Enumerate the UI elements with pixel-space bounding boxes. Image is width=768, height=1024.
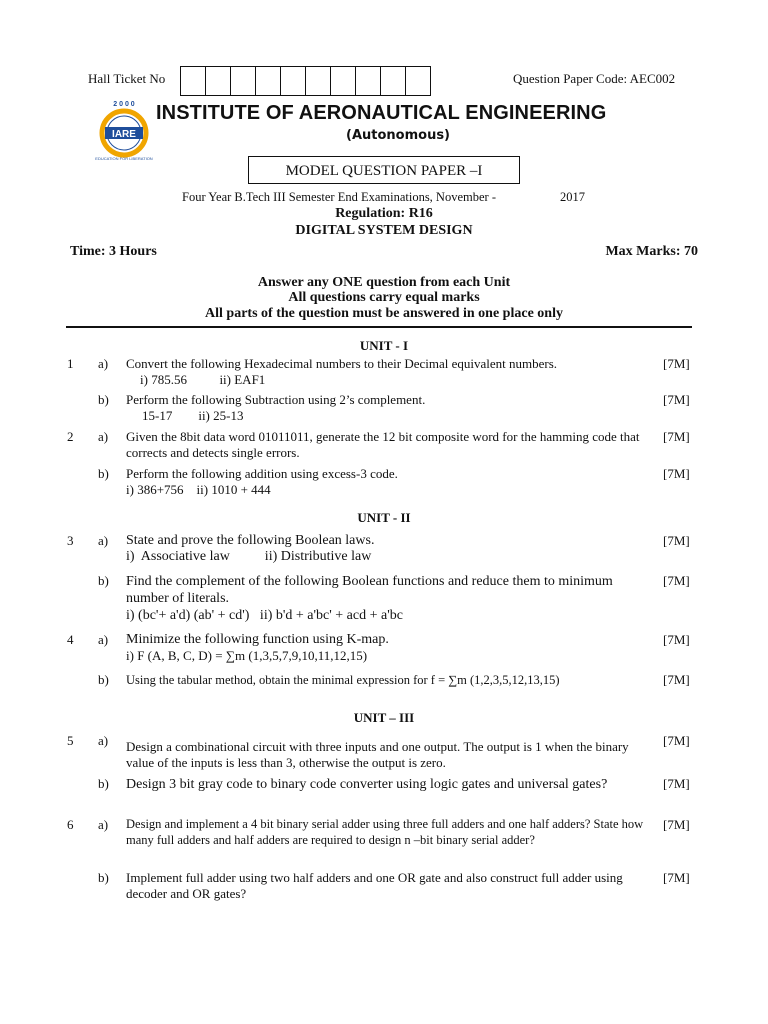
max-marks: Max Marks: 70 bbox=[605, 244, 698, 259]
question-body: State and prove the following Boolean laws. bbox=[126, 533, 375, 548]
unit-1-title: UNIT - I bbox=[359, 338, 409, 353]
instruction-1: Answer any ONE question from each Unit bbox=[257, 275, 511, 290]
instruction-2: All questions carry equal marks bbox=[288, 290, 480, 305]
question-text bbox=[126, 776, 648, 793]
exam-year: 2017 bbox=[560, 190, 585, 204]
marks-label: [7M] bbox=[663, 672, 690, 687]
logo-motto: EDUCATION FOR LIBERATION bbox=[95, 156, 153, 161]
institute-name: INSTITUTE OF AERONAUTICAL ENGINEERING bbox=[156, 102, 607, 124]
part-label: b) bbox=[98, 392, 109, 407]
question-text bbox=[126, 466, 648, 498]
part-label: a) bbox=[98, 632, 109, 647]
hall-ticket-label: Hall Ticket No bbox=[88, 71, 166, 86]
question-body: Perform the following addition using excess-3 code. bbox=[126, 466, 398, 481]
question-text bbox=[126, 817, 648, 848]
exam-description: Four Year B.Tech III Semester End Examinations, November - bbox=[182, 190, 496, 204]
question-text bbox=[126, 672, 648, 688]
logo-text: IARE bbox=[112, 129, 136, 140]
part-label: b) bbox=[98, 776, 109, 791]
question-body: Minimize the following function using K-map. bbox=[126, 632, 389, 647]
question-body: Design and implement a 4 bit binary serial adder using three full adders and one half adders? State how many full adders and half adders are required to design n –bit binary serial adder? bbox=[126, 817, 644, 847]
question-number: 2 bbox=[67, 429, 74, 444]
marks-label: [7M] bbox=[663, 632, 690, 647]
question-number: 6 bbox=[67, 817, 74, 832]
unit-3-title: UNIT – III bbox=[353, 710, 415, 725]
marks-label: [7M] bbox=[663, 533, 690, 548]
question-text bbox=[126, 392, 648, 424]
question-number: 4 bbox=[67, 632, 74, 647]
model-paper-title: MODEL QUESTION PAPER –I bbox=[248, 156, 520, 184]
marks-label: [7M] bbox=[663, 356, 690, 371]
marks-label: [7M] bbox=[663, 817, 690, 832]
unit-2-title: UNIT - II bbox=[357, 510, 411, 525]
question-text bbox=[126, 632, 648, 664]
marks-label: [7M] bbox=[663, 429, 690, 444]
part-label: b) bbox=[98, 672, 109, 687]
question-body: Find the complement of the following Boolean functions and reduce them to minimum number of literals. bbox=[126, 574, 613, 606]
part-label: a) bbox=[98, 533, 109, 548]
question-text bbox=[126, 429, 648, 461]
regulation: Regulation: R16 bbox=[335, 206, 433, 221]
question-sub: i) 386+756 ii) 1010 + 444 bbox=[126, 482, 271, 497]
question-sub: i) 785.56 ii) EAF1 bbox=[140, 372, 266, 387]
part-label: a) bbox=[98, 356, 109, 371]
question-text bbox=[126, 533, 648, 565]
question-body: Design a combinational circuit with three inputs and one output. The output is 1 when the binary value of the inputs is less than 3, otherwise the output is zero. bbox=[126, 739, 629, 770]
part-label: a) bbox=[98, 429, 109, 444]
question-text bbox=[126, 573, 648, 624]
instruction-3: All parts of the question must be answered in one place only bbox=[205, 306, 563, 321]
hall-ticket-boxes bbox=[180, 66, 431, 96]
question-sub: 15-17 ii) 25-13 bbox=[142, 408, 244, 423]
question-body: Convert the following Hexadecimal numbers to their Decimal equivalent numbers. bbox=[126, 356, 558, 371]
question-number: 5 bbox=[67, 733, 74, 748]
question-sub: i) (bc'+ a'd) (ab' + cd') ii) b'd + a'bc' + acd + a'bc bbox=[126, 608, 403, 623]
marks-label: [7M] bbox=[663, 776, 690, 791]
part-label: b) bbox=[98, 573, 109, 588]
part-label: b) bbox=[98, 466, 109, 481]
question-text bbox=[126, 356, 648, 388]
question-body: Design 3 bit gray code to binary code converter using logic gates and universal gates? bbox=[126, 777, 608, 792]
time-duration: Time: 3 Hours bbox=[70, 244, 157, 259]
question-paper-code: Question Paper Code: AEC002 bbox=[513, 71, 676, 86]
part-label: b) bbox=[98, 870, 109, 885]
question-number: 3 bbox=[67, 533, 74, 548]
marks-label: [7M] bbox=[663, 573, 690, 588]
marks-label: [7M] bbox=[663, 466, 690, 481]
autonomous-label: (Autonomous) bbox=[346, 128, 450, 143]
question-sub: i) F (A, B, C, D) = ∑m (1,3,5,7,9,10,11,12,15) bbox=[126, 648, 368, 663]
question-text bbox=[126, 870, 648, 901]
subject-title: DIGITAL SYSTEM DESIGN bbox=[295, 223, 473, 238]
part-label: a) bbox=[98, 817, 109, 832]
question-body: Given the 8bit data word 01011011, generate the 12 bit composite word for the hamming code that corrects and detects single errors. bbox=[126, 429, 640, 460]
question-number: 1 bbox=[67, 356, 74, 371]
question-body: Using the tabular method, obtain the minimal expression for f = ∑m (1,2,3,5,12,13,15) bbox=[126, 673, 560, 687]
marks-label: [7M] bbox=[663, 870, 690, 885]
question-text bbox=[126, 739, 648, 771]
logo-year: 2 0 0 0 bbox=[113, 101, 135, 108]
marks-label: [7M] bbox=[663, 392, 690, 407]
part-label: a) bbox=[98, 733, 109, 748]
question-body: Perform the following Subtraction using 2’s complement. bbox=[126, 392, 426, 407]
question-body: Implement full adder using two half adders and one OR gate and also construct full adder using decoder and OR gates? bbox=[126, 870, 623, 901]
divider bbox=[66, 326, 692, 328]
marks-label: [7M] bbox=[663, 733, 690, 748]
question-sub: i) Associative law ii) Distributive law bbox=[126, 549, 372, 564]
